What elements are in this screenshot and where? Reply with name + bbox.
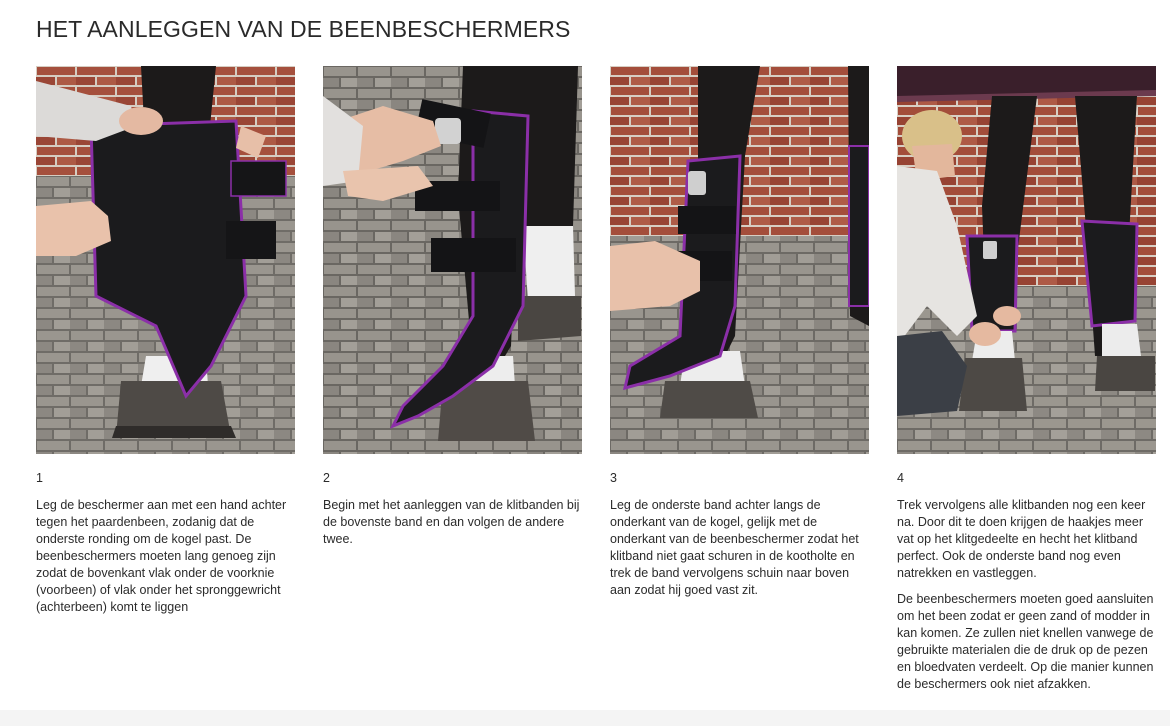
step-4-text-1: Trek vervolgens alle klitbanden nog een keer na. Door dit te doen krijgen de haakjes meer vat op het klitgedeelte en hecht het klitband perfect. Ook de onderste band nog even natrekken en vastleggen. xyxy=(897,498,1146,580)
photo-icon xyxy=(897,66,1156,454)
bottom-strip xyxy=(0,710,1170,726)
step-4-photo xyxy=(897,66,1156,454)
step-1-number: 1 xyxy=(36,471,43,485)
step-2-photo xyxy=(323,66,582,454)
step-4 xyxy=(897,66,1156,693)
step-1-photo xyxy=(36,66,295,454)
step-3 xyxy=(610,66,869,599)
photo-icon xyxy=(323,66,582,454)
step-1 xyxy=(36,66,295,616)
step-2 xyxy=(323,66,582,548)
step-2-text: Begin met het aanleggen van de klitbanden bij de bovenste band en dan volgen de andere twee. xyxy=(323,498,580,546)
step-4-text-2: De beenbeschermers moeten goed aansluiten om het been zodat er geen zand of modder in kan komen. Ze zullen niet knellen vanwege de gebruikte materialen die de druk op de pezen en bloedvaten verdeelt. Op die manier kunnen de beschermers ook niet afzakken. xyxy=(897,592,1154,691)
step-1-text: Leg de beschermer aan met een hand achter tegen het paardenbeen, zodanig dat de onderste ronding om de kogel past. De beenbeschermers moeten lang genoeg zijn zodat de bovenkant vlak onder de voorknie (voorbeen) of vlak onder het spronggewricht (achterbeen) komt te liggen xyxy=(36,498,287,614)
step-3-number: 3 xyxy=(610,471,617,485)
step-4-number: 4 xyxy=(897,471,904,485)
steps-grid xyxy=(36,66,1156,706)
step-3-photo xyxy=(610,66,869,454)
step-3-text: Leg de onderste band achter langs de onderkant van de kogel, gelijk met de onderkant van de beenbeschermer zodat het klitband niet gaat schuren in de kootholte en trek de band vervolgens schuin naar boven aan zodat hij goed vast zit. xyxy=(610,498,859,597)
step-2-number: 2 xyxy=(323,471,330,485)
photo-icon xyxy=(610,66,869,454)
photo-icon xyxy=(36,66,295,454)
page-title: HET AANLEGGEN VAN DE BEENBESCHERMERS xyxy=(36,16,571,42)
